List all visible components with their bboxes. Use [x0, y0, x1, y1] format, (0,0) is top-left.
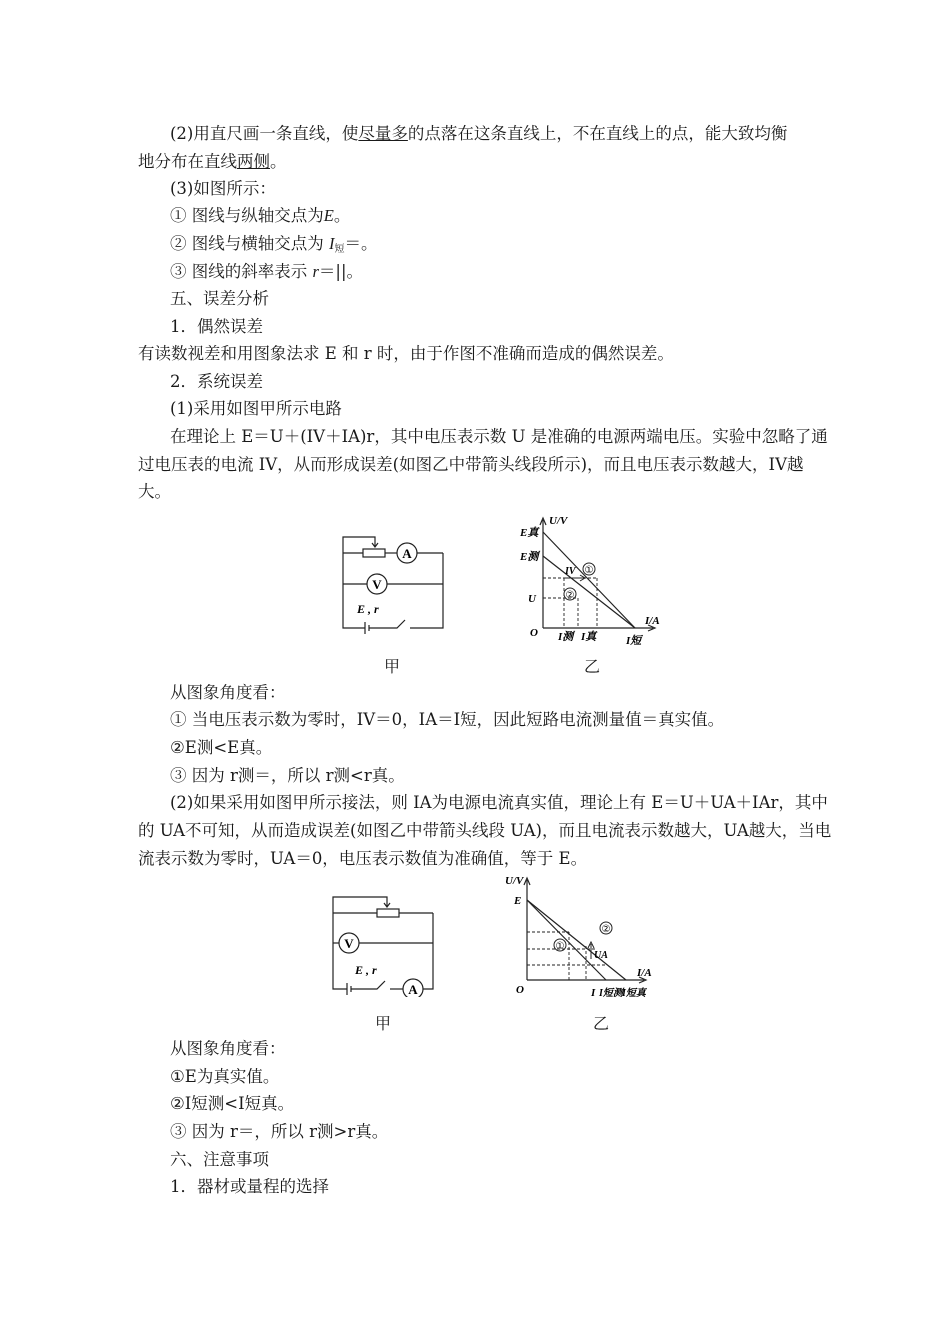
paragraph-step2: (2)用直尺画一条直线，使尽量多的点落在这条直线上，不在直线上的点，能大致均衡 [170, 124, 788, 143]
subheading-equipment: 1．器材或量程的选择 [170, 1177, 329, 1196]
circuit-diagram-2 [327, 893, 439, 997]
caption-jia-2: 甲 [375, 1014, 392, 1033]
label-i-measured: I测 [558, 631, 574, 643]
label-ua: UA [594, 950, 608, 961]
caption-jia-1: 甲 [384, 657, 401, 676]
label-i-short: I短 [626, 635, 642, 647]
ammeter-symbol: A [402, 546, 412, 561]
subheading-systematic-error: 2．系统误差 [170, 372, 263, 391]
label-origin: O [516, 984, 524, 996]
source-label: E , r [355, 963, 377, 977]
axis-label-u: U/V [549, 515, 568, 527]
item-intercept-y: ① 图线与纵轴交点为E。 [170, 206, 351, 225]
paragraph-theory1-a: 在理论上 E＝U＋(IV＋IA)r，其中电压表示数 U 是准确的电源两端电压。实验中忽略了通 [170, 427, 828, 446]
item-zero-voltage: ① 当电压表示数为零时，IV＝0，IA＝I短，因此短路电流测量值＝真实值。 [170, 710, 725, 729]
marker-2: ② [565, 590, 575, 601]
axis-label-i: I/A [645, 615, 660, 627]
marker-2: ② [601, 924, 611, 935]
paragraph-random-error: 有读数视差和用图象法求 E 和 r 时，由于作图不准确而造成的偶然误差。 [138, 344, 674, 363]
axis-label-u: U/V [505, 875, 524, 887]
paragraph-step2-cont: 地分布在直线两侧。 [138, 152, 287, 171]
label-i: I [591, 987, 596, 999]
label-u: U [528, 593, 536, 605]
label-i-true: I真 [581, 631, 597, 643]
item-slope: ③ 图线的斜率表示 r＝||。 [170, 262, 364, 281]
circuit-diagram-1 [335, 525, 455, 635]
item-e-compare-1: ②E测<E真。 [170, 738, 273, 757]
label-iv: IV [565, 566, 576, 577]
section-heading-notes: 六、注意事项 [170, 1150, 269, 1169]
label-i-short-true: I短真 [622, 988, 646, 999]
label-origin: O [530, 627, 538, 639]
paragraph-method2-b: 的 UA不可知，从而造成误差(如图乙中带箭头线段 UA)，而且电流表示数越大，UA越大，当电 [138, 821, 832, 840]
voltmeter-symbol: V [372, 577, 382, 592]
item-e-true: ①E为真实值。 [170, 1067, 280, 1086]
voltmeter-symbol: V [344, 936, 354, 951]
label-e-measured: E测 [520, 551, 539, 563]
subheading-random-error: 1．偶然误差 [170, 317, 263, 336]
caption-yi-1: 乙 [584, 657, 601, 676]
source-label: E , r [357, 602, 379, 616]
ui-graph-2 [502, 872, 667, 1004]
paragraph-method2-a: (2)如果采用如图甲所示接法，则 IA为电源电流真实值，理论上有 E＝U＋UA＋IAr，其中 [170, 793, 828, 812]
ammeter-symbol: A [408, 982, 418, 997]
item-r-compare-2: ③ 因为 r＝，所以 r测>r真。 [170, 1122, 389, 1141]
paragraph-method1: (1)采用如图甲所示电路 [170, 399, 342, 418]
label-e: E [514, 895, 522, 907]
section-heading-error: 五、误差分析 [170, 289, 269, 308]
paragraph-method2-c: 流表示数为零时，UA＝0，电压表示数值为准确值，等于 E。 [138, 849, 588, 868]
ui-graph-1 [518, 512, 676, 650]
item-r-compare-1: ③ 因为 r测＝，所以 r测<r真。 [170, 766, 405, 785]
marker-1: ① [584, 565, 594, 576]
item-i-short-compare: ②I短测<I短真。 [170, 1094, 295, 1113]
caption-yi-2: 乙 [593, 1014, 610, 1033]
paragraph-theory1-c: 大。 [138, 482, 171, 501]
label-i-short-measured: I短测 [599, 988, 623, 999]
item-intercept-x: ② 图线与横轴交点为 I短＝。 [170, 234, 378, 255]
marker-1: ① [555, 941, 565, 952]
paragraph-graph-view-1: 从图象角度看： [170, 683, 286, 702]
label-e-true: E真 [520, 527, 539, 539]
paragraph-graph-view-2: 从图象角度看： [170, 1039, 286, 1058]
axis-label-i: I/A [637, 967, 652, 979]
paragraph-step3: (3)如图所示： [170, 179, 276, 198]
paragraph-theory1-b: 过电压表的电流 IV，从而形成误差(如图乙中带箭头线段所示)，而且电压表示数越大，IV越 [138, 455, 804, 474]
